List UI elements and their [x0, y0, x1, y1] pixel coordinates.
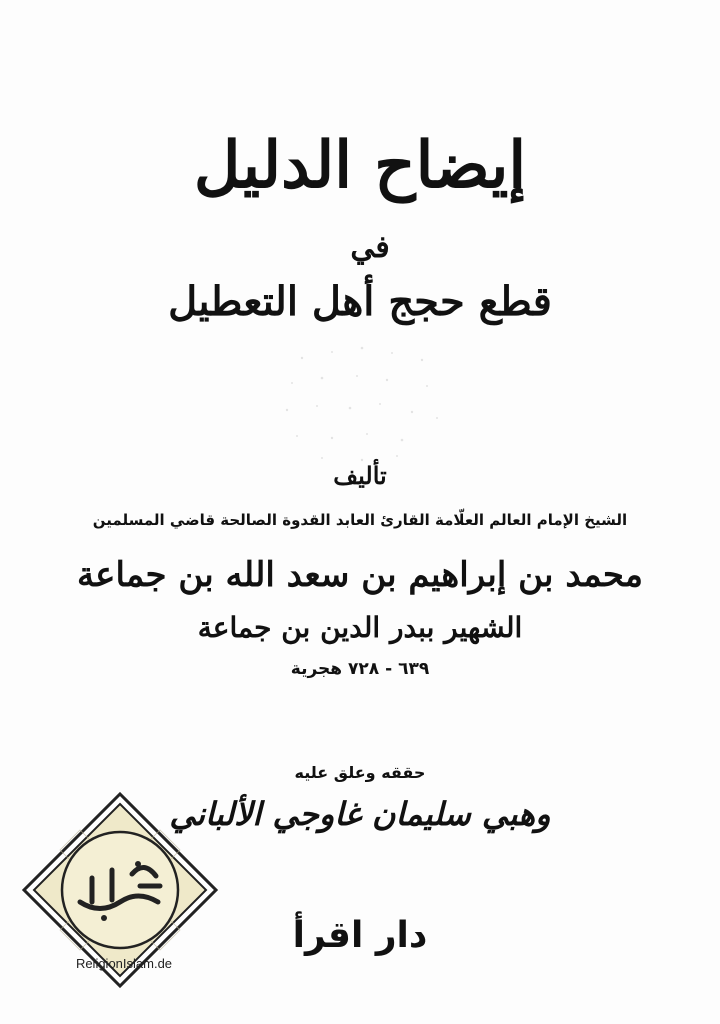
- title-conjunction: في: [350, 230, 390, 265]
- editor-name: وهبي سليمان غاوجي الألباني: [169, 795, 551, 833]
- author-fame: الشهير ببدر الدين بن جماعة: [197, 611, 523, 644]
- author-dates: ٦٣٩ - ٧٢٨ هجرية: [290, 659, 430, 679]
- publisher-name: دار اقرأ: [292, 915, 428, 956]
- site-credit: ReligionIslam.de: [75, 956, 173, 971]
- author-name: محمد بن إبراهيم بن سعد الله بن جماعة: [76, 555, 644, 595]
- editor-role: حققه وعلق عليه: [294, 763, 426, 782]
- authorship-label: تأليف: [333, 461, 387, 490]
- book-subtitle: قطع حجج أهل التعطيل: [168, 278, 552, 325]
- author-honorifics: الشيخ الإمام العالم العلّامة القارئ العابد القدوة الصالحة قاضي المسلمين: [92, 511, 628, 529]
- book-title: إيضاح الدليل: [193, 128, 527, 203]
- faint-background-mark: [262, 338, 462, 468]
